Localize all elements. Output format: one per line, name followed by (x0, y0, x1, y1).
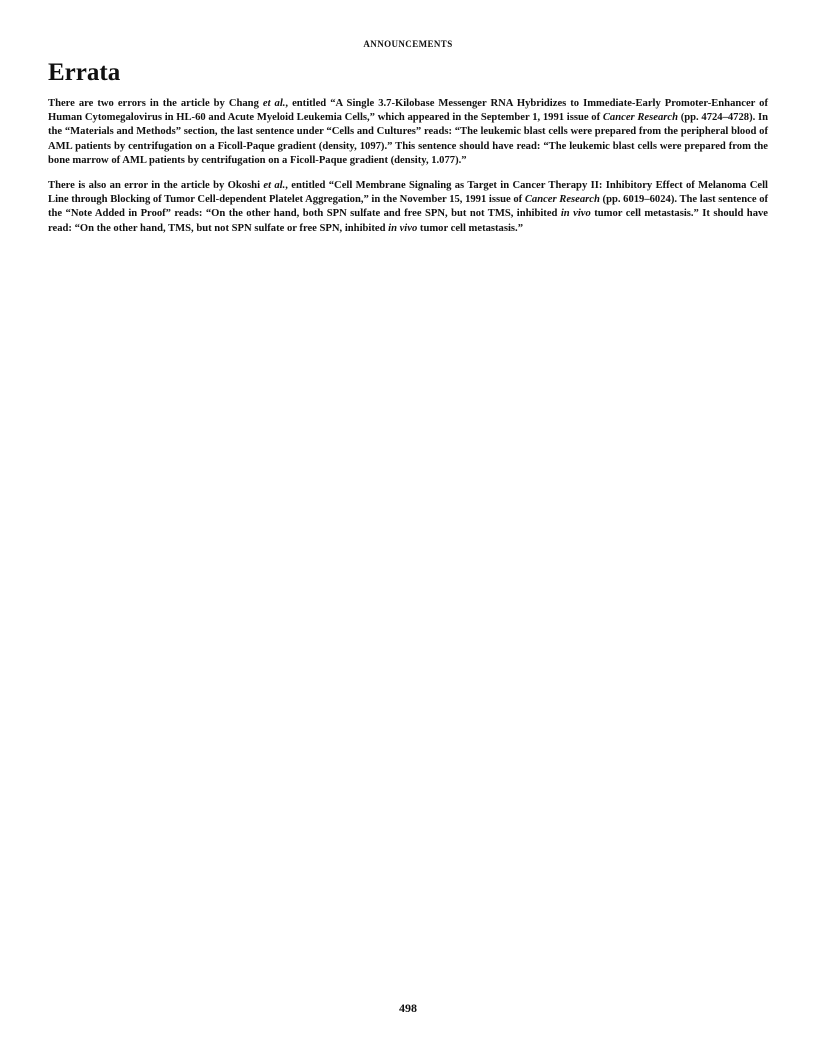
page-number: 498 (399, 1001, 417, 1015)
text-segment: tumor cell metastasis.” It should have read: “On the other hand, TMS, but not SPN sulfate or free SPN, inhibited (48, 208, 768, 234)
article-body (48, 97, 768, 247)
italic-segment: in vivo (560, 208, 591, 220)
text-segment: There is also an error in the article by Okoshi (48, 180, 264, 192)
text-segment: (pp. 6019–6024). The last sentence of the “Note Added in Proof” reads: “On the other hand, both SPN sulfate and free SPN, but not TMS, inhibited (48, 194, 769, 220)
text-segment: (pp. 4724–4728). In the “Materials and Methods” section, the last sentence under “Cells and Cultures” reads: “The leukemic blast cells were prepared from the peripheral blood of AML patients by centrifugation on a Ficoll-Paque gradient (density, 1097).” This sentence should have read: “The leukemic blast cells were prepared from the bone marrow of AML patients by centrifugation on a Ficoll-Paque gradient (density, 1.077).” (48, 112, 768, 166)
italic-segment: et al. (262, 98, 286, 109)
italic-segment: et al. (263, 180, 286, 192)
erratum-paragraph-chang (48, 97, 768, 168)
italic-segment: in vivo (388, 222, 418, 234)
running-head: ANNOUNCEMENTS (363, 39, 453, 49)
text-segment: , entitled “Cell Membrane Signaling as Target in Cancer Therapy II: Inhibitory Effect of Melanoma Cell Line through Blocking of Tumor Cell-dependent Platelet Aggregation,” in the November 15, 1991 issue of (48, 180, 768, 206)
italic-segment: Cancer Research (602, 112, 678, 124)
text-segment: , entitled “A Single 3.7-Kilobase Messenger RNA Hybridizes to Immediate-Early Promoter-Enhancer of Human Cytomegalovirus in HL-60 and Acute Myeloid Leukemia Cells,” which appeared in the September 1, 1991 issue of (48, 98, 768, 124)
text-segment: There are two errors in the article by Chang (48, 98, 263, 109)
italic-segment: Cancer Research (524, 194, 600, 206)
section-title: Errata (48, 59, 121, 86)
erratum-paragraph-okoshi (48, 179, 768, 236)
text-segment: tumor cell metastasis.” (417, 222, 523, 234)
